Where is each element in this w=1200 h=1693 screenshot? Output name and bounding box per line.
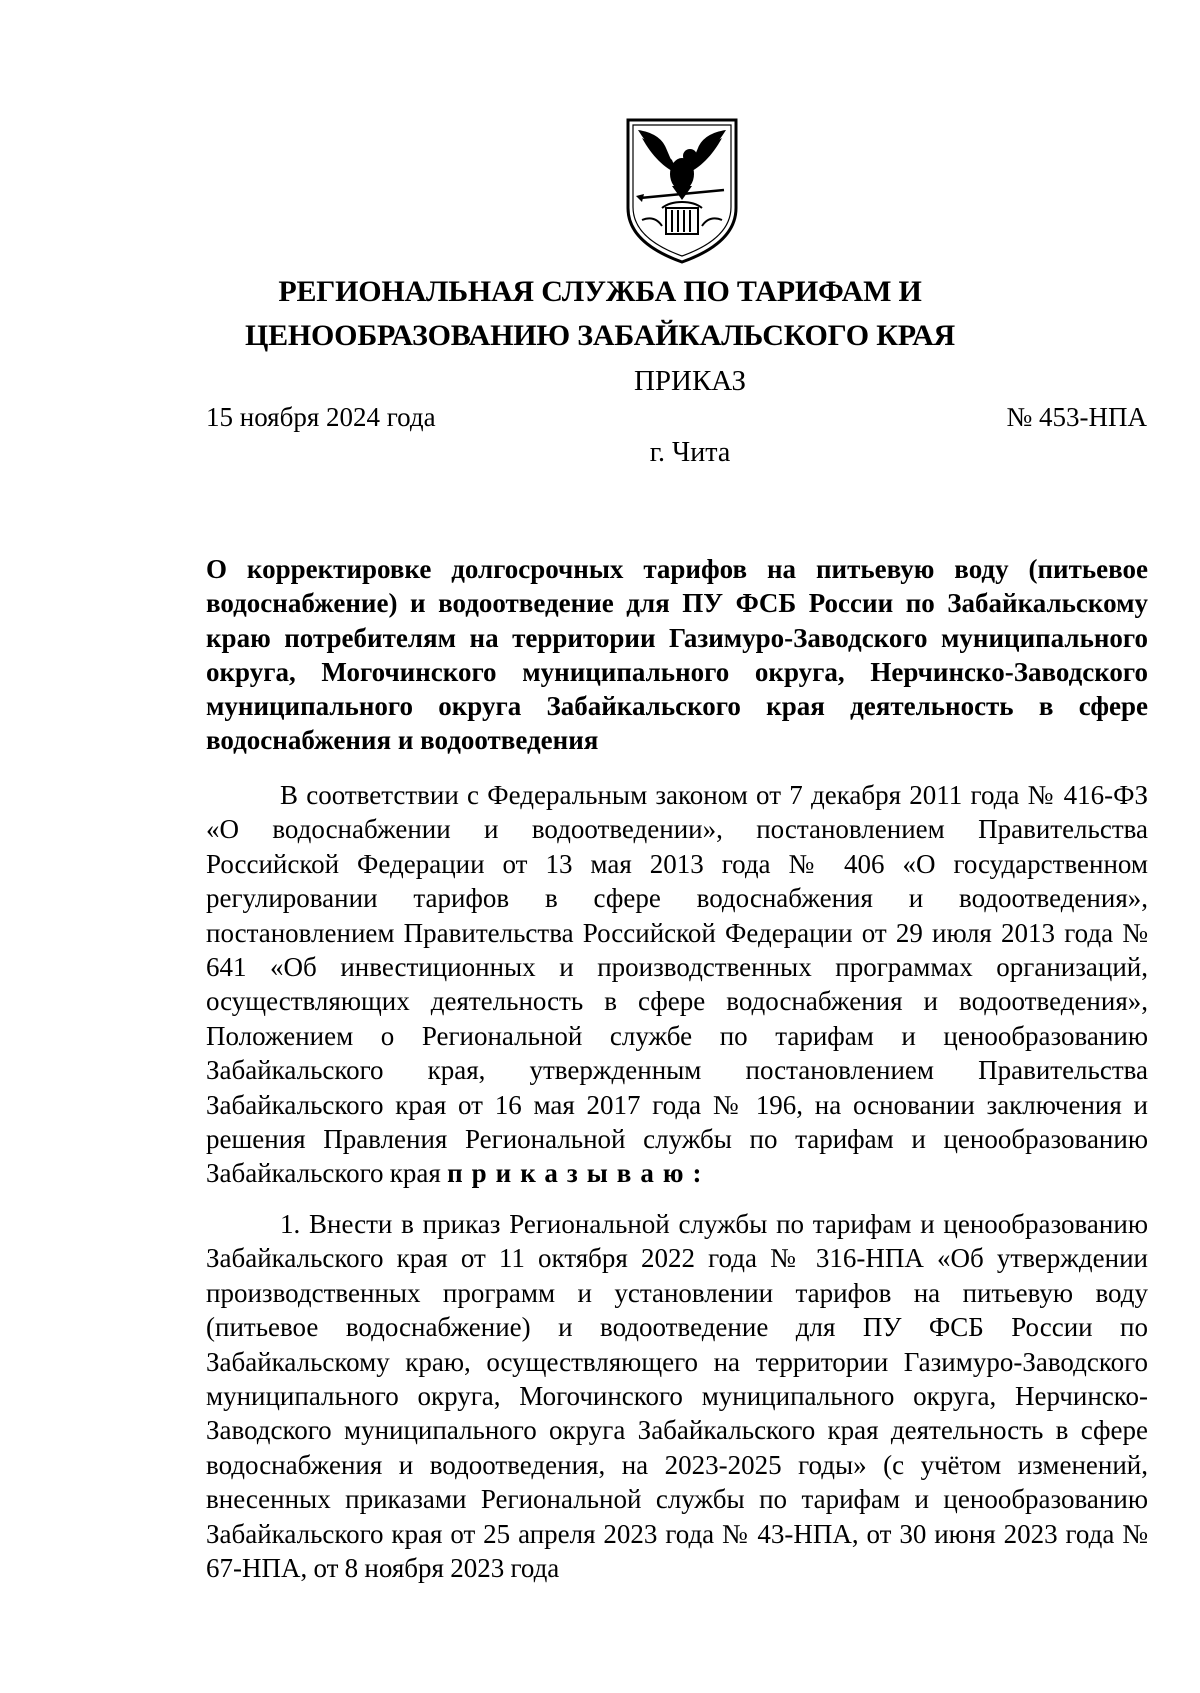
preamble-text: В соответствии с Федеральным законом от 7 декабря 2011 года № 416-ФЗ «О водоснабжении и водоотведении», постановлением Правительства Российской Федерации от 13 мая 2013 года № 406 «О государственном регулировании тарифов в сфере водоснабжения и водоотведения», постановлением Правительства Российской Федерации от 29 июля 2013 года № 641 «Об инвестиционных и производственных программах организаций, осуществляющих деятельность в сфере водоснабжения и водоотведения», Положением о Региональной службе по тарифам и ценообразованию Забайкальского края, утвержденным постановлением Правительства Забайкальского края от 16 мая 2017 года № 196, на основании заключения и решения Правления Региональной службы по тарифам и ценообразованию Забайкальского края — [206, 780, 1148, 1189]
order-word: приказываю: — [447, 1158, 711, 1189]
preamble-paragraph — [206, 778, 1148, 1191]
document-date: 15 ноября 2024 года — [206, 402, 436, 432]
item-1-paragraph: 1. Внести в приказ Региональной службы по тарифам и ценообразованию Забайкальского края от 11 октября 2022 года № 316-НПА «Об утверждении производственных программ и установлении тарифов на питьевую воду (питьевое водоснабжение) и водоотведение для ПУ ФСБ России по Забайкальскому краю, осуществляющего на территории Газимуро-Заводского муниципального округа, Могочинского муниципального округа, Нерчинско-Заводского муниципального округа Забайкальского края деятельность в сфере водоснабжения и водоотведения, на 2023-2025 годы» (с учётом изменений, внесенных приказами Региональной службы по тарифам и ценообразованию Забайкальского края от 25 апреля 2023 года № 43-НПА, от 30 июня 2023 года № 67-НПА, от 8 ноября 2023 года — [206, 1209, 1148, 1584]
document-place: г. Чита — [649, 437, 731, 468]
organization-title-line-1: РЕГИОНАЛЬНАЯ СЛУЖБА ПО ТАРИФАМ И — [278, 275, 922, 308]
organization-title-line-2: ЦЕНООБРАЗОВАНИЮ ЗАБАЙКАЛЬСКОГО КРАЯ — [244, 319, 956, 352]
coat-of-arms-emblem — [622, 116, 742, 266]
organization-title — [180, 270, 1020, 358]
document-subject: О корректировке долгосрочных тарифов на питьевую воду (питьевое водоснабжение) и водоотведение для ПУ ФСБ России по Забайкальскому краю потребителям на территории Газимуро-Заводского муниципального округа, Могочинского муниципального округа, Нерчинско-Заводского муниципального округа Забайкальского края деятельность в сфере водоснабжения и водоотведения — [206, 554, 1148, 756]
document-type: ПРИКАЗ — [633, 365, 747, 397]
document-number: № 453-НПА — [1006, 402, 1147, 432]
